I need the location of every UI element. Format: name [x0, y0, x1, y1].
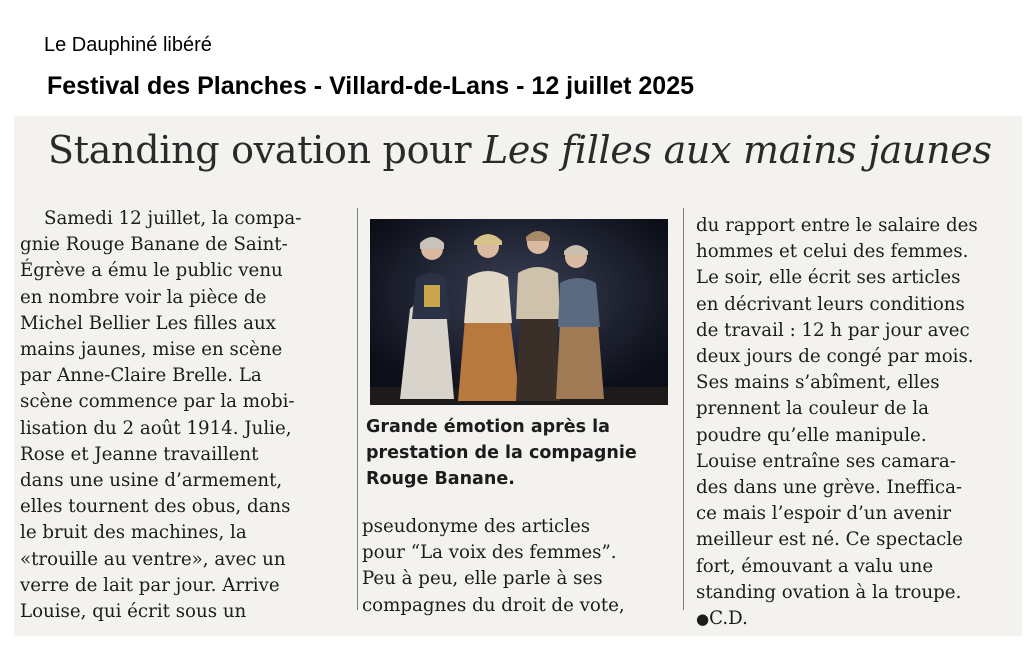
- body-line: gnie Rouge Banane de Saint-: [20, 234, 288, 256]
- body-line: Peu à peu, elle parle à ses: [362, 568, 603, 590]
- body-line: des dans une grève. Ineffica-: [696, 477, 963, 499]
- body-line: meilleur est né. Ce spectacle: [696, 529, 963, 551]
- caption-line: Grande émotion après la: [366, 417, 610, 437]
- body-line: pour “La voix des femmes”.: [362, 542, 617, 564]
- body-line: «trouille au ventre», avec un: [20, 548, 286, 570]
- caption-line: prestation de la compagnie: [366, 443, 637, 463]
- bullet-icon: ●: [696, 610, 710, 629]
- body-line: du rapport entre le salaire des: [696, 215, 978, 236]
- body-line: Rose et Jeanne travaillent: [20, 443, 259, 465]
- body-line: prennent la couleur de la: [696, 398, 930, 420]
- body-line: dans une usine d’armement,: [20, 470, 283, 492]
- photo-caption: [366, 414, 672, 492]
- body-line: en décrivant leurs conditions: [696, 293, 965, 315]
- body-line: pseudonyme des articles: [362, 516, 591, 537]
- article-signature: [696, 606, 1006, 632]
- body-line: en nombre voir la pièce de: [20, 286, 267, 308]
- stage-photo: [370, 219, 668, 405]
- body-line: poudre qu’elle manipule.: [696, 424, 927, 446]
- caption-line: Rouge Banane.: [366, 469, 515, 489]
- body-line: verre de lait par jour. Arrive: [20, 574, 280, 596]
- body-line: Samedi 12 juillet, la compa-: [44, 208, 302, 229]
- body-line: Michel Bellier Les filles aux: [20, 312, 276, 334]
- body-line: par Anne-Claire Brelle. La: [20, 365, 262, 387]
- body-line: de travail : 12 h par jour avec: [696, 319, 970, 341]
- body-line: lisation du 2 août 1914. Julie,: [20, 417, 292, 439]
- body-line: standing ovation à la troupe.: [696, 581, 962, 603]
- body-line: fort, émouvant a valu une: [696, 555, 934, 577]
- body-line: Louise entraîne ses camara-: [696, 450, 956, 472]
- body-line: scène commence par la mobi-: [20, 391, 295, 413]
- column-rule-1: [357, 208, 358, 610]
- signature-text: C.D.: [709, 608, 748, 630]
- body-line: hommes et celui des femmes.: [696, 241, 969, 263]
- body-line: ce mais l’espoir d’un avenir: [696, 503, 952, 525]
- body-line: le bruit des machines, la: [20, 522, 247, 544]
- body-line: Louise, qui écrit sous un: [20, 601, 247, 623]
- article-column-2: [362, 514, 668, 619]
- body-line: deux jours de congé par mois.: [696, 346, 974, 368]
- event-title: Festival des Planches - Villard-de-Lans - 12 juillet 2025: [47, 72, 695, 100]
- headline-italic: Les filles aux mains jaunes: [482, 128, 992, 172]
- newspaper-name: Le Dauphiné libéré: [44, 34, 212, 56]
- stage-photo-illustration: [370, 219, 668, 405]
- article-column-1: [20, 206, 342, 625]
- body-line: elles tournent des obus, dans: [20, 496, 291, 518]
- body-line: Le soir, elle écrit ses articles: [696, 267, 961, 289]
- headline-plain: Standing ovation pour: [48, 128, 483, 172]
- column-rule-2: [683, 208, 684, 610]
- body-line: compagnes du droit de vote,: [362, 594, 625, 616]
- article-column-3: [696, 213, 1006, 632]
- body-line: Ses mains s’abîment, elles: [696, 372, 940, 394]
- body-line: Égrève a ému le public venu: [20, 260, 283, 282]
- article-headline: [48, 128, 992, 172]
- body-line: mains jaunes, mise en scène: [20, 339, 283, 361]
